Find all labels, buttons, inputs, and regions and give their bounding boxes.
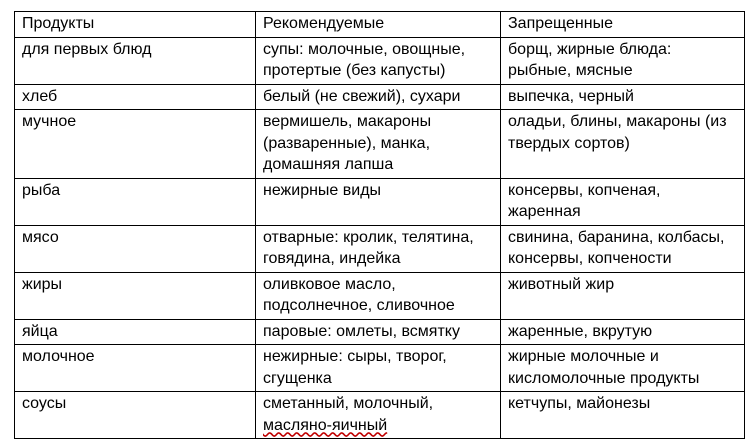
- table-row: [15, 319, 745, 345]
- table-row: [15, 272, 745, 319]
- header-recommended: Рекомендуемые: [256, 12, 501, 38]
- header-forbidden: Запрещенные: [501, 12, 745, 38]
- cell-product: соусы: [15, 392, 256, 439]
- cell-forbidden: консервы, копченая, жаренная: [501, 178, 745, 225]
- cell-forbidden: оладьи, блины, макароны (из твердых сортов): [501, 110, 745, 179]
- cell-product: молочное: [15, 345, 256, 392]
- cell-forbidden: свинина, баранина, колбасы, консервы, копчености: [501, 225, 745, 272]
- cell-recommended: оливковое масло, подсолнечное, сливочное: [256, 272, 501, 319]
- cell-product: хлеб: [15, 84, 256, 110]
- table-header-row: [15, 12, 745, 38]
- cell-forbidden: жирные молочные и кисломолочные продукты: [501, 345, 745, 392]
- cell-product: жиры: [15, 272, 256, 319]
- cell-recommended: вермишель, макароны (разваренные), манка, домашняя лапша: [256, 110, 501, 179]
- table-row: [15, 225, 745, 272]
- cell-recommended-text: сметанный, молочный,: [263, 395, 434, 412]
- cell-recommended: нежирные виды: [256, 178, 501, 225]
- table-row: [15, 392, 745, 439]
- cell-recommended: супы: молочные, овощные, протертые (без капусты): [256, 37, 501, 84]
- cell-product: мучное: [15, 110, 256, 179]
- cell-forbidden: жаренные, вкрутую: [501, 319, 745, 345]
- table-row: [15, 345, 745, 392]
- table-row: [15, 84, 745, 110]
- cell-forbidden: кетчупы, майонезы: [501, 392, 745, 439]
- table-row: [15, 110, 745, 179]
- spellcheck-underlined-text: масляно-яичный: [263, 416, 388, 434]
- cell-product: мясо: [15, 225, 256, 272]
- cell-recommended: отварные: кролик, телятина, говядина, индейка: [256, 225, 501, 272]
- cell-recommended: паровые: омлеты, всмятку: [256, 319, 501, 345]
- cell-recommended: [256, 392, 501, 439]
- header-products: Продукты: [15, 12, 256, 38]
- cell-recommended: белый (не свежий), сухари: [256, 84, 501, 110]
- cell-product: яйца: [15, 319, 256, 345]
- cell-product: рыба: [15, 178, 256, 225]
- table-row: [15, 178, 745, 225]
- cell-product: для первых блюд: [15, 37, 256, 84]
- cell-forbidden: выпечка, черный: [501, 84, 745, 110]
- table-row: [15, 37, 745, 84]
- cell-forbidden: животный жир: [501, 272, 745, 319]
- diet-table: [14, 11, 745, 439]
- cell-forbidden: борщ, жирные блюда: рыбные, мясные: [501, 37, 745, 84]
- cell-recommended: нежирные: сыры, творог, сгущенка: [256, 345, 501, 392]
